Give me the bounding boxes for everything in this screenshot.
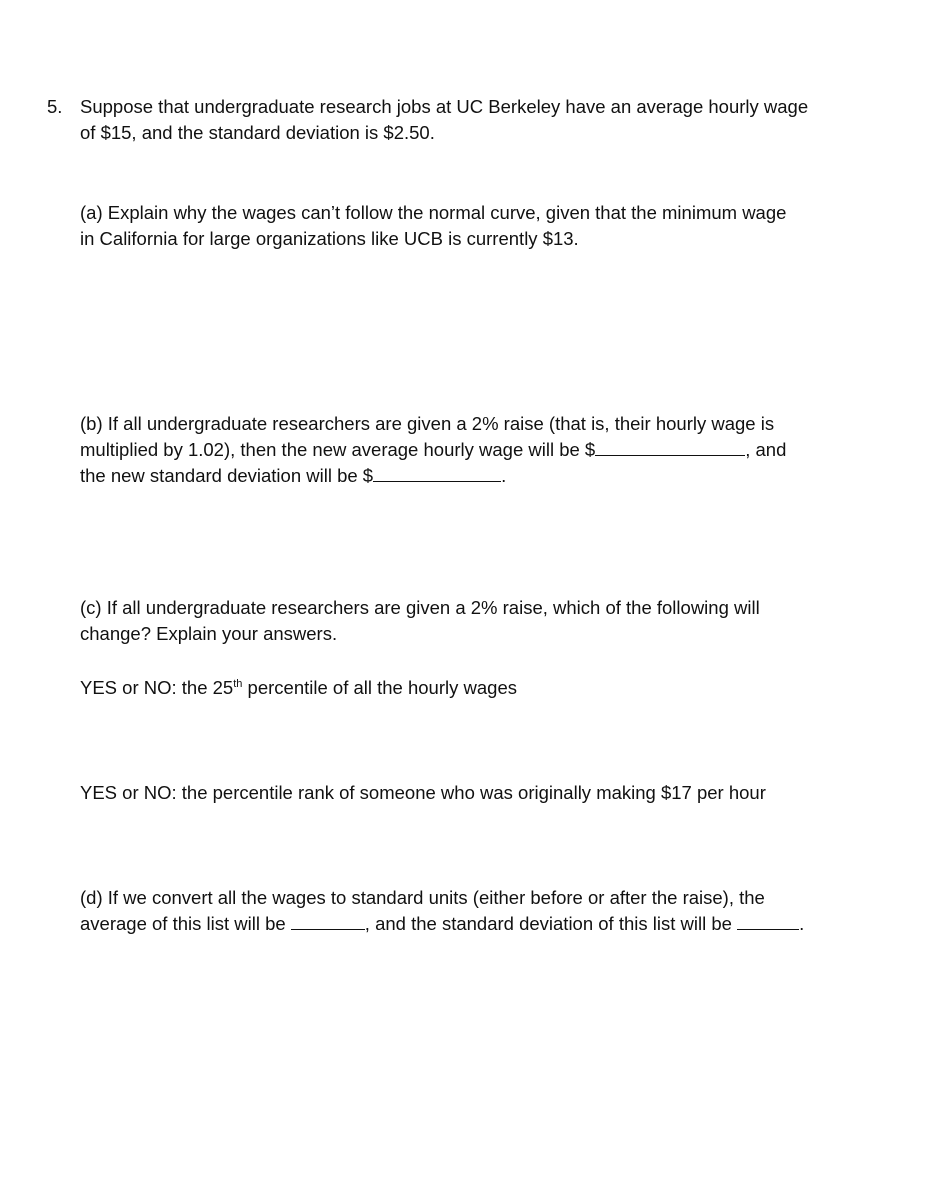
part-d-line-2-end: . [799, 913, 805, 934]
part-c-line-1: (c) If all undergraduate researchers are given a 2% raise, which of the following will [80, 597, 760, 618]
part-b-line-3 [80, 463, 870, 489]
part-c-item-1 [80, 675, 870, 701]
question-stem [80, 94, 870, 146]
part-b-line-2-end: , and [745, 439, 787, 460]
part-b-line-3-text: the new standard deviation will be $ [80, 465, 374, 486]
question-stem-line-2: of $15, and the standard deviation is $2.50. [80, 122, 435, 143]
part-d [80, 885, 870, 937]
su-average-answer-blank[interactable] [291, 911, 365, 930]
part-d-line-2-mid: , and the standard deviation of this list will be [364, 913, 738, 934]
question-number: 5. [47, 96, 63, 117]
average-wage-answer-blank[interactable] [595, 437, 745, 456]
part-c [80, 595, 870, 647]
part-b-line-3-end: . [501, 465, 507, 486]
part-c-line-2: change? Explain your answers. [80, 623, 338, 644]
part-c-item-1-rest: percentile of all the hourly wages [242, 677, 517, 698]
part-d-line-2-text: average of this list will be [80, 913, 291, 934]
part-c-item-2 [80, 780, 870, 806]
su-sd-answer-blank[interactable] [737, 911, 799, 930]
part-b-line-2-text: multiplied by 1.02), then the new average hourly wage will be $ [80, 439, 596, 460]
part-b-line-1: (b) If all undergraduate researchers are given a 2% raise (that is, their hourly wage is [80, 413, 775, 434]
part-a [80, 200, 870, 252]
part-c-item-2-text: YES or NO: the percentile rank of someone who was originally making $17 per hour [80, 782, 766, 803]
part-b-line-2 [80, 437, 870, 463]
part-a-line-1: (a) Explain why the wages can’t follow the normal curve, given that the minimum wage [80, 202, 787, 223]
part-b [80, 411, 870, 489]
part-c-item-1-text: YES or NO: the 25 [80, 677, 234, 698]
sd-answer-blank[interactable] [373, 463, 501, 482]
question-stem-line-1: Suppose that undergraduate research jobs at UC Berkeley have an average hourly wage [80, 96, 809, 117]
part-d-line-1: (d) If we convert all the wages to standard units (either before or after the raise), the [80, 887, 765, 908]
part-d-line-2 [80, 911, 870, 937]
part-a-line-2: in California for large organizations like UCB is currently $13. [80, 228, 579, 249]
part-c-item-1-sup: th [233, 677, 243, 690]
